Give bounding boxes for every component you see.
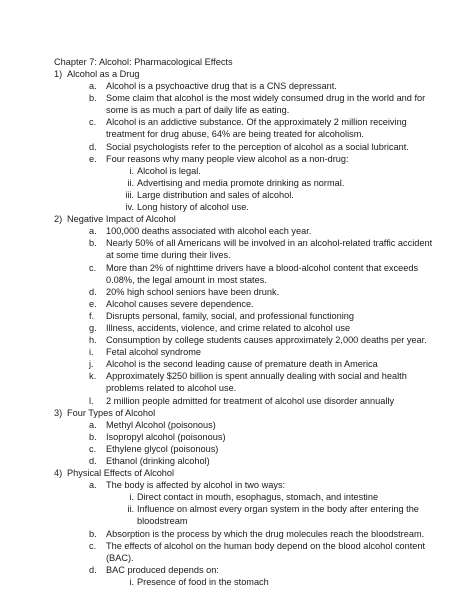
list-item-text: BAC produced depends on:: [106, 564, 219, 575]
list-item: [54, 286, 434, 298]
list-item-marker: b.: [89, 93, 97, 104]
sub-list-item-text: Long history of alcohol use.: [137, 202, 249, 213]
section-number: 3): [54, 407, 63, 418]
sub-list-item: [54, 165, 434, 177]
list-item-marker: c.: [89, 262, 97, 273]
list-item: [54, 370, 434, 394]
sub-list-item-text: Advertising and media promote drinking as normal.: [137, 177, 345, 188]
list-item-marker: a.: [89, 81, 97, 92]
list-item-text: Isopropyl alcohol (poisonous): [106, 431, 226, 442]
list-item: [54, 262, 434, 286]
list-item-text: 20% high school seniors have been drunk.: [106, 286, 280, 297]
list-item-marker: e.: [89, 153, 97, 164]
list-item-text: More than 2% of nighttime drivers have a blood-alcohol content that exceeds 0.08%, the legal amount in most states.: [106, 262, 419, 285]
sub-list-item-marker: i.: [129, 165, 134, 176]
list-item-marker: i.: [89, 347, 94, 358]
list-item-text: Alcohol is the second leading cause of premature death in America: [106, 359, 378, 370]
list-item-marker: b.: [89, 238, 97, 249]
sub-list-item-marker: iii.: [125, 189, 134, 200]
list-item: [54, 116, 434, 140]
list-item: [54, 322, 434, 334]
list-item-marker: f.: [89, 310, 95, 321]
sub-list-item-text: Direct contact in mouth, esophagus, stomach, and intestine: [137, 492, 379, 503]
list-item: [54, 564, 434, 576]
list-item: [54, 419, 434, 431]
list-item: [54, 395, 434, 407]
list-item: [54, 153, 434, 165]
list-item-text: Some claim that alcohol is the most widely consumed drug in the world and for some is as much a part of daily life as eating.: [106, 93, 426, 116]
list-item: [54, 237, 434, 261]
list-item-text: 2 million people admitted for treatment of alcohol use disorder annually: [106, 395, 395, 406]
section-heading: [54, 407, 434, 419]
sub-list-item-marker: iv.: [125, 202, 134, 213]
section-heading-text: Alcohol as a Drug: [67, 69, 140, 79]
list-item-text: The effects of alcohol on the human body depend on the blood alcohol content (BAC).: [106, 540, 426, 563]
list-item-marker: d.: [89, 141, 97, 152]
sub-list-item-marker: i.: [129, 576, 134, 587]
list-item-marker: j.: [89, 359, 94, 370]
list-item-text: Alcohol causes severe dependence.: [106, 298, 254, 309]
sub-list-item: [54, 201, 434, 213]
outline-section: [54, 407, 434, 467]
list-item-marker: h.: [89, 335, 97, 346]
list-item: [54, 455, 434, 467]
list-item: [54, 334, 434, 346]
list-item-text: Alcohol is an addictive substance. Of the approximately 2 million receiving treatment for drug abuse, 64% are being treated for alcoholism.: [106, 117, 407, 140]
list-item-marker: a.: [89, 480, 97, 491]
list-item-text: Methyl Alcohol (poisonous): [106, 419, 216, 430]
list-item-marker: a.: [89, 226, 97, 237]
list-item-marker: b.: [89, 431, 97, 442]
list-item: [54, 540, 434, 564]
list-item: [54, 528, 434, 540]
list-item-text: Ethanol (drinking alcohol): [106, 456, 210, 466]
sub-list-item-text: Alcohol is legal.: [137, 165, 201, 176]
list-item-text: Absorption is the process by which the drug molecules reach the bloodstream.: [106, 528, 425, 539]
list-item: [54, 92, 434, 116]
list-item-marker: d.: [89, 286, 97, 297]
section-heading: [54, 68, 434, 80]
list-item: [54, 479, 434, 491]
list-item-marker: d.: [89, 564, 97, 575]
sub-list-item: [54, 503, 434, 527]
list-item-text: Approximately $250 billion is spent annually dealing with social and health problems related to alcohol use.: [106, 371, 407, 394]
sub-list-item: [54, 576, 434, 588]
list-item-text: Illness, accidents, violence, and crime related to alcohol use: [106, 322, 351, 333]
list-item: [54, 225, 434, 237]
section-number: 4): [54, 468, 63, 479]
list-item: [54, 298, 434, 310]
list-item-marker: e.: [89, 298, 97, 309]
sub-list-item-marker: i.: [129, 492, 134, 503]
list-item-text: Nearly 50% of all Americans will be involved in an alcohol-related traffic accident at some time during their lives.: [106, 238, 433, 261]
outline: [54, 68, 434, 588]
section-number: 1): [54, 69, 63, 79]
sub-list-item-text: Influence on almost every organ system in the body after entering the bloodstream: [137, 504, 419, 527]
section-heading-text: Physical Effects of Alcohol: [67, 468, 175, 479]
section-heading: [54, 467, 434, 479]
section-number: 2): [54, 214, 63, 225]
sub-list-item-text: Large distribution and sales of alcohol.: [137, 189, 294, 200]
document-title: Chapter 7: Alcohol: Pharmacological Effects: [54, 57, 233, 67]
sub-list-item-marker: ii.: [127, 504, 134, 515]
list-item-marker: a.: [89, 419, 97, 430]
list-item: [54, 443, 434, 455]
sub-list-item-text: Presence of food in the stomach: [137, 576, 269, 587]
list-item-marker: c.: [89, 117, 97, 128]
outline-section: [54, 213, 434, 407]
sub-list-item: [54, 177, 434, 189]
sub-list-item-marker: ii.: [127, 177, 134, 188]
list-item: [54, 346, 434, 358]
list-item-marker: c.: [89, 540, 97, 551]
list-item-text: Alcohol is a psychoactive drug that is a CNS depressant.: [106, 81, 337, 92]
list-item-text: Fetal alcohol syndrome: [106, 347, 201, 358]
section-heading: [54, 213, 434, 225]
list-item-text: Social psychologists refer to the perception of alcohol as a social lubricant.: [106, 141, 409, 152]
list-item-marker: b.: [89, 528, 97, 539]
list-item: [54, 358, 434, 370]
list-item: [54, 80, 434, 92]
list-item-text: 100,000 deaths associated with alcohol each year.: [106, 226, 312, 237]
section-heading-text: Four Types of Alcohol: [67, 407, 156, 418]
section-heading-text: Negative Impact of Alcohol: [67, 214, 176, 225]
sub-list-item: [54, 189, 434, 201]
list-item-text: The body is affected by alcohol in two ways:: [106, 480, 286, 491]
list-item-marker: g.: [89, 322, 97, 333]
list-item-text: Disrupts personal, family, social, and professional functioning: [106, 310, 355, 321]
outline-section: [54, 467, 434, 588]
sub-list-item: [54, 491, 434, 503]
list-item-marker: k.: [89, 371, 97, 382]
list-item-text: Ethylene glycol (poisonous): [106, 443, 219, 454]
list-item-text: Consumption by college students causes approximately 2,000 deaths per year.: [106, 335, 427, 346]
list-item: [54, 431, 434, 443]
list-item-text: Four reasons why many people view alcohol as a non-drug:: [106, 153, 349, 164]
list-item-marker: d.: [89, 456, 97, 466]
list-item: [54, 141, 434, 153]
outline-section: [54, 68, 434, 213]
list-item-marker: c.: [89, 443, 97, 454]
list-item-marker: l.: [89, 395, 94, 406]
list-item: [54, 310, 434, 322]
